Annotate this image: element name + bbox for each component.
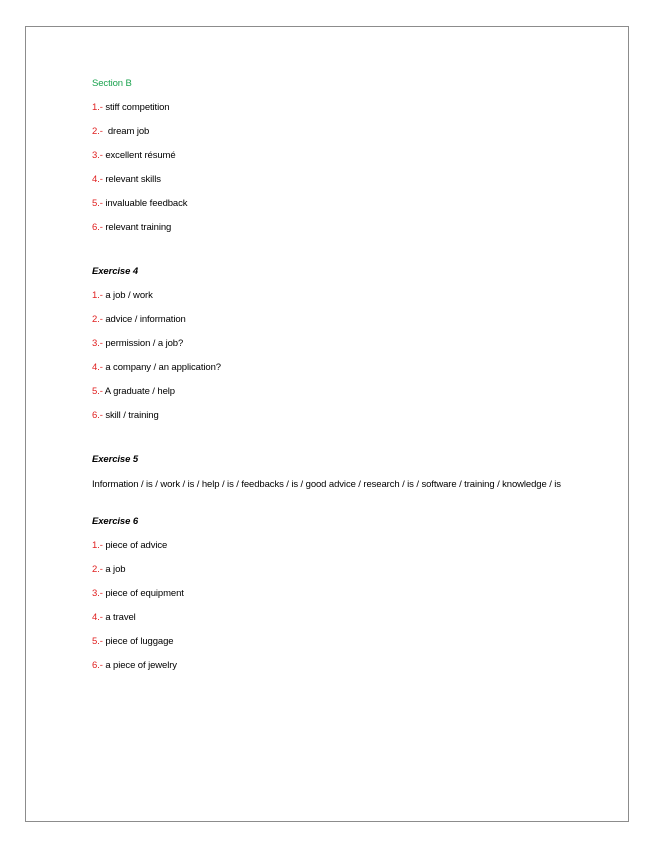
item-number: 1.- <box>92 290 103 301</box>
list-item <box>92 539 572 553</box>
list-item <box>92 385 572 399</box>
item-number: 4.- <box>92 362 103 373</box>
document-page <box>25 26 629 822</box>
item-number: 1.- <box>92 102 103 113</box>
item-number: 5.- <box>92 198 103 209</box>
item-text: advice / information <box>102 314 186 325</box>
item-text: relevant skills <box>102 174 161 185</box>
item-number: 2.- <box>92 564 103 575</box>
item-number: 5.- <box>92 636 103 647</box>
item-text: relevant training <box>102 222 172 233</box>
item-number: 6.- <box>92 222 103 233</box>
list-item <box>92 337 572 351</box>
list-item <box>92 173 572 187</box>
list-item <box>92 125 572 139</box>
list-item <box>92 361 572 375</box>
item-text: piece of equipment <box>102 588 184 599</box>
exercise-5-paragraph: Information / is / work / is / help / is / feedbacks / is / good advice / research / is / software / training / knowledge / is <box>92 479 561 490</box>
item-number: 5.- <box>92 386 103 397</box>
list-item <box>92 611 572 625</box>
item-text: skill / training <box>102 410 159 421</box>
item-text: a piece of jewelry <box>102 660 177 671</box>
item-text: a job <box>102 564 126 575</box>
item-text: A graduate / help <box>102 386 175 397</box>
item-text: invaluable feedback <box>102 198 188 209</box>
list-item <box>92 659 572 673</box>
item-text: stiff competition <box>102 102 170 113</box>
list-item <box>92 149 572 163</box>
list-item <box>92 313 572 327</box>
item-number: 3.- <box>92 338 103 349</box>
item-number: 3.- <box>92 588 103 599</box>
item-number: 1.- <box>92 540 103 551</box>
item-number: 6.- <box>92 660 103 671</box>
item-text: a job / work <box>102 290 153 301</box>
list-item <box>92 635 572 649</box>
list-item <box>92 289 572 303</box>
item-number: 3.- <box>92 150 103 161</box>
section-spacer <box>92 492 572 515</box>
item-text: excellent résumé <box>102 150 176 161</box>
list-item <box>92 409 572 423</box>
list-item <box>92 101 572 115</box>
list-item <box>92 587 572 601</box>
item-number: 6.- <box>92 410 103 421</box>
page-content <box>92 77 572 683</box>
item-number: 4.- <box>92 612 103 623</box>
item-number: 2.- <box>92 314 103 325</box>
exercise-4-heading: Exercise 4 <box>92 266 139 277</box>
item-number: 4.- <box>92 174 103 185</box>
section-spacer <box>92 245 572 265</box>
item-text: a company / an application? <box>102 362 221 373</box>
item-text: a travel <box>102 612 136 623</box>
list-item <box>92 221 572 235</box>
item-text: dream job <box>102 126 150 137</box>
section-spacer <box>92 433 572 453</box>
item-text: piece of luggage <box>102 636 174 647</box>
section-b-title: Section B <box>92 78 132 89</box>
exercise-5-heading: Exercise 5 <box>92 454 139 465</box>
item-text: permission / a job? <box>102 338 184 349</box>
item-number: 2.- <box>92 126 103 137</box>
list-item <box>92 197 572 211</box>
list-item <box>92 563 572 577</box>
exercise-6-heading: Exercise 6 <box>92 516 139 527</box>
item-text: piece of advice <box>102 540 168 551</box>
